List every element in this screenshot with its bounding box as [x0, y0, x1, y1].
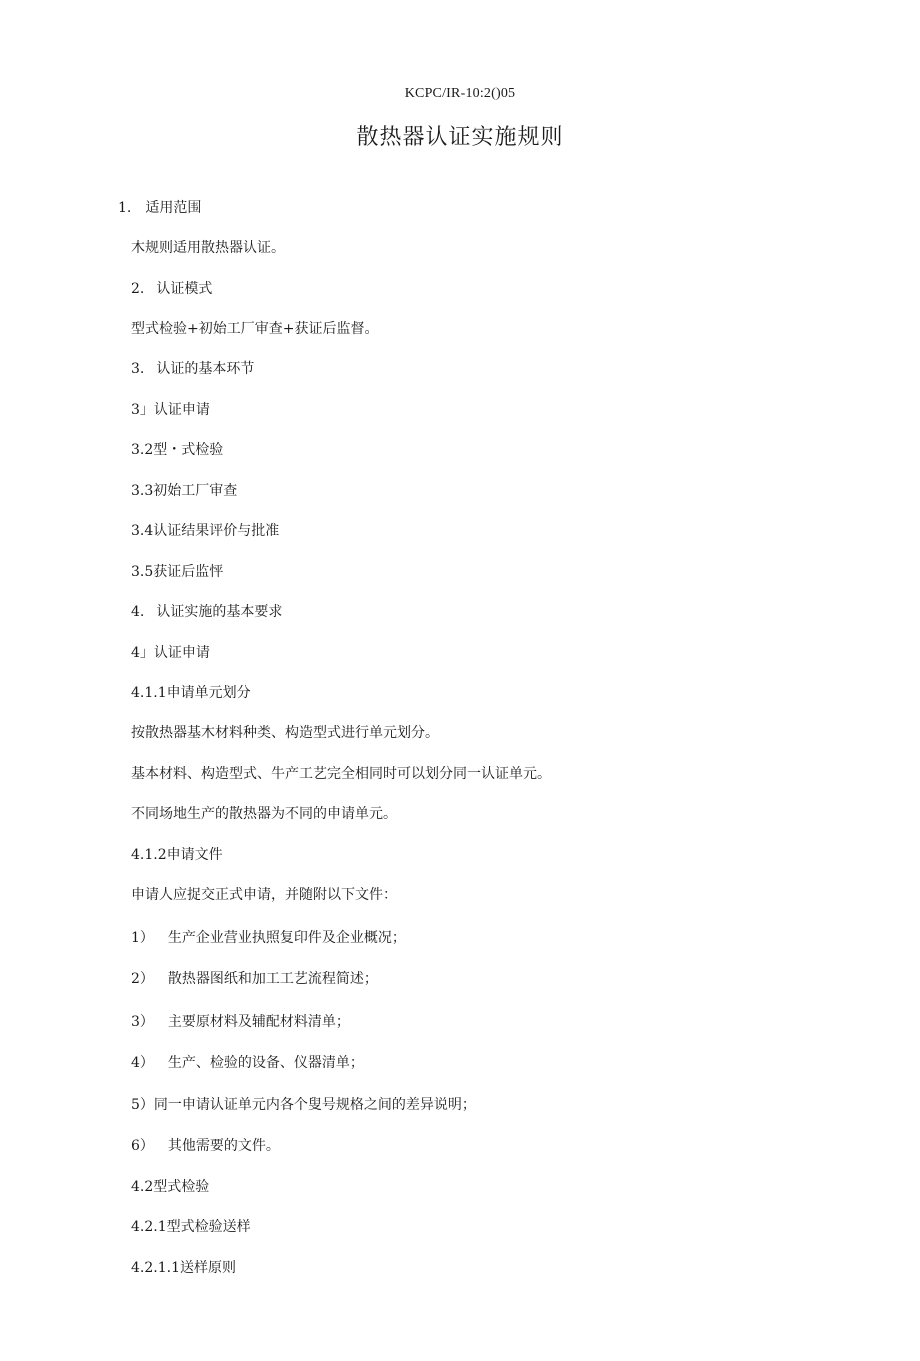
list-number: 3） — [131, 1014, 154, 1030]
paragraph: 基本材料、构造型式、牛产工艺完全相同时可以划分同一认证单元。 — [131, 766, 551, 782]
paragraph: 申请人应捉交正式申请，并随附以下文件： — [131, 887, 397, 903]
subsection-heading: 4.2型式检验 — [131, 1179, 210, 1195]
section-heading — [131, 279, 212, 299]
section-title: 认证实施的基本要求 — [156, 604, 283, 620]
section-heading — [118, 198, 201, 218]
subsection-heading: 4.1.2申请文件 — [131, 847, 223, 863]
list-number: 2） — [131, 971, 154, 987]
list-number: 1） — [131, 930, 154, 946]
list-item — [131, 969, 378, 989]
list-text: 生产、检验的设备、仪器清单； — [167, 1055, 364, 1071]
list-item — [131, 1012, 350, 1032]
subsection-heading: 3.4认证结果评价与批准 — [131, 523, 280, 539]
subsection-heading: 4.2.1.1送样原则 — [131, 1260, 236, 1276]
subsection-heading: 4」认证申请 — [131, 645, 210, 661]
section-heading — [131, 359, 254, 379]
paragraph: 按散热器基木材料种类、构造型式进行单元划分。 — [131, 725, 439, 741]
list-number: 4） — [131, 1055, 154, 1071]
subsection-heading: 3.5获证后监怦 — [131, 564, 224, 580]
list-number: 6） — [131, 1138, 154, 1154]
list-item — [131, 1053, 364, 1073]
section-number: 4. — [131, 604, 145, 620]
subsection-heading: 3.3初始工厂审查 — [131, 483, 238, 499]
list-item — [131, 1136, 280, 1156]
subsection-heading: 4.2.1型式检验送样 — [131, 1219, 251, 1235]
paragraph: 不同场地生产的散热器为不同的申请单元。 — [131, 806, 397, 822]
subsection-heading: 4.1.1申请单元划分 — [131, 685, 251, 701]
list-text: 主要原材料及辅配材料清单； — [167, 1014, 350, 1030]
section-number: 2. — [131, 281, 145, 297]
section-heading — [131, 602, 282, 622]
list-text: 其他需要的文件。 — [167, 1138, 280, 1154]
section-title: 适用范围 — [145, 200, 202, 216]
section-number: 3. — [131, 361, 145, 377]
list-item — [131, 928, 406, 948]
section-title: 认证模式 — [156, 281, 213, 297]
section-number: 1. — [118, 200, 132, 216]
list-text: 散热器图纸和加工工艺流程简述； — [167, 971, 378, 987]
list-item: 5）同一申请认证单元内各个叟号规格之间的差异说明； — [131, 1097, 476, 1113]
paragraph: 木规则适用散热器认证。 — [131, 240, 285, 256]
document-code: KCPC/IR-10:2()05 — [404, 86, 516, 101]
subsection-heading: 3」认证申请 — [131, 402, 210, 418]
paragraph: 型式检验+初始工厂审查+获证后监督。 — [131, 321, 379, 337]
list-text: 生产企业营业执照复印件及企业概况； — [167, 930, 406, 946]
subsection-heading: 3.2型・式检验 — [131, 442, 224, 458]
document-title: 散热器认证实施规则 — [356, 125, 564, 150]
section-title: 认证的基本环节 — [156, 361, 255, 377]
